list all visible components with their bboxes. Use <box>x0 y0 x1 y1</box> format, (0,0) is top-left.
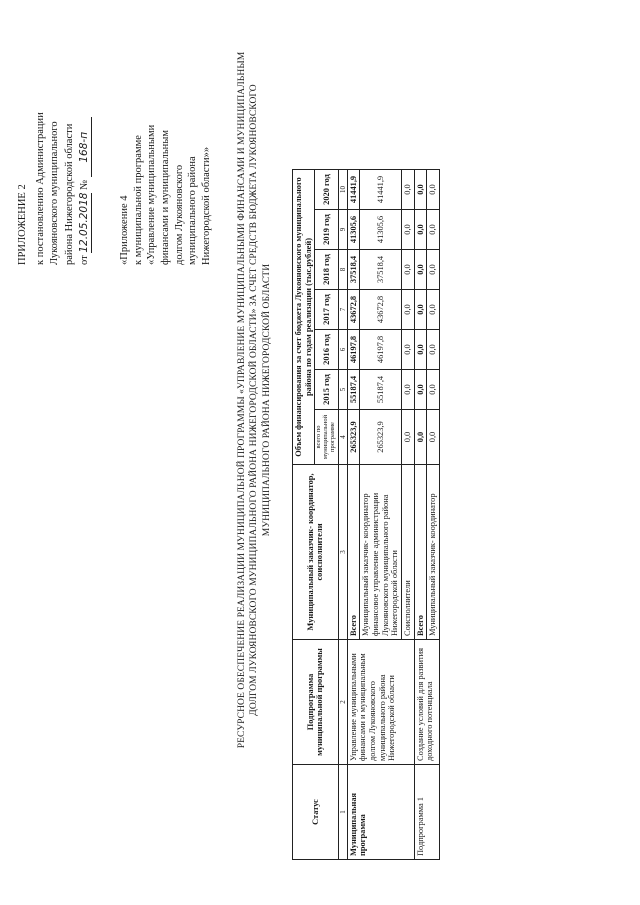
number-value: 168-п <box>77 117 92 177</box>
row-value: 0,0 <box>414 410 427 465</box>
row-label: Всего <box>347 465 360 640</box>
funding-table <box>292 169 440 860</box>
appendix-line: к постановлению Администрации <box>35 112 47 265</box>
row-value: 46197,8 <box>360 330 402 370</box>
header-funding: Объем финансирования за счет бюджета Лукояновского муниципального района по годам реализации (тыс.рублей) <box>293 170 315 465</box>
header-year-2020: 2020 год <box>315 170 338 210</box>
row-value: 41305,6 <box>347 210 360 250</box>
row-value: 0,0 <box>427 330 440 370</box>
column-index: 4 <box>338 410 347 465</box>
appendix-line: района Нижегородской области <box>63 123 75 265</box>
row-value: 43672,8 <box>347 290 360 330</box>
row-status: Подпрограмма 1 <box>414 765 439 860</box>
number-prefix: № <box>78 179 90 190</box>
title-line: МУНИЦИПАЛЬНОГО РАЙОНА НИЖЕГОРОДСКОЙ ОБЛАСТИ <box>261 263 272 537</box>
row-label: Всего <box>414 465 427 640</box>
row-value: 46197,8 <box>347 330 360 370</box>
column-index: 9 <box>338 210 347 250</box>
column-index: 8 <box>338 250 347 290</box>
row-value: 55187,4 <box>360 370 402 410</box>
row-value: 0,0 <box>427 170 440 210</box>
appendix4-line: финансами и муниципальным <box>159 130 171 265</box>
row-value: 0,0 <box>402 250 415 290</box>
row-name: Управление муниципальными финансами и муниципальным долгом Лукояновского муниципального района Нижегородской области <box>347 640 414 765</box>
row-value: 0,0 <box>402 410 415 465</box>
row-label: Муниципальный заказчик- координатор финансовое управление администрации Лукояновского муниципального района Нижегородской области <box>360 465 402 640</box>
appendix4-line: «Приложение 4 <box>119 195 130 265</box>
row-value: 0,0 <box>402 170 415 210</box>
row-value: 0,0 <box>402 210 415 250</box>
row-value: 0,0 <box>414 330 427 370</box>
row-label: Муниципальный заказчик- координатор <box>427 465 440 640</box>
appendix4-line: Нижегородской области»» <box>200 146 212 265</box>
header-year-2017: 2017 год <box>315 290 338 330</box>
appendix4-line: «Управление муниципальными <box>146 124 158 265</box>
appendix4-block <box>118 75 213 265</box>
row-value: 55187,4 <box>347 370 360 410</box>
row-value: 37518,4 <box>347 250 360 290</box>
row-value: 41441,9 <box>347 170 360 210</box>
row-value: 0,0 <box>414 370 427 410</box>
date-value: 12.05.2018 <box>77 193 92 253</box>
row-value: 41441,9 <box>360 170 402 210</box>
column-index: 10 <box>338 170 347 210</box>
row-value: 0,0 <box>402 290 415 330</box>
row-value: 265323,9 <box>347 410 360 465</box>
table-row <box>347 170 360 860</box>
header-status: Статус <box>293 765 339 860</box>
row-value: 0,0 <box>414 250 427 290</box>
row-value: 0,0 <box>414 170 427 210</box>
column-index: 2 <box>338 640 347 765</box>
row-value: 0,0 <box>427 250 440 290</box>
appendix4-line: муниципального района <box>187 156 199 265</box>
row-value: 0,0 <box>427 370 440 410</box>
appendix-block <box>16 15 92 265</box>
row-value: 37518,4 <box>360 250 402 290</box>
header-customer: Муниципальный заказчик- координатор, соисполнители <box>293 465 339 640</box>
date-prefix: от <box>78 255 90 265</box>
row-value: 0,0 <box>427 210 440 250</box>
appendix-line: Лукояновского муниципального <box>49 121 61 265</box>
table-row <box>414 170 427 860</box>
appendix-heading: ПРИЛОЖЕНИЕ 2 <box>17 184 28 265</box>
header-year-2016: 2016 год <box>315 330 338 370</box>
header-total: всего по муниципальной программе <box>315 410 338 465</box>
header-subprogram: Подпрограмма муниципальной программы <box>293 640 339 765</box>
column-index: 7 <box>338 290 347 330</box>
row-value: 0,0 <box>414 290 427 330</box>
row-value: 0,0 <box>427 290 440 330</box>
row-value: 41305,6 <box>360 210 402 250</box>
header-year-2019: 2019 год <box>315 210 338 250</box>
row-label: Соисполнители <box>402 465 415 640</box>
row-value: 0,0 <box>427 410 440 465</box>
row-name: Создание условий для развития доходного потенциала <box>414 640 439 765</box>
column-index: 5 <box>338 370 347 410</box>
header-year-2018: 2018 год <box>315 250 338 290</box>
title-line: ДОЛГОМ ЛУКОЯНОВСКОГО МУНИЦИПАЛЬНОГО РАЙОНА НИЖЕГОРОДСКОЙ ОБЛАСТИ» ЗА СЧЕТ СРЕДСТВ БЮДЖЕТА ЛУКОЯНОВСКОГО <box>249 84 260 716</box>
row-value: 0,0 <box>414 210 427 250</box>
row-value: 0,0 <box>402 330 415 370</box>
appendix4-line: к муниципальной программе <box>132 135 144 265</box>
appendix4-line: долгом Лукояновского <box>173 164 185 265</box>
appendix-date-line <box>77 15 92 265</box>
row-value: 43672,8 <box>360 290 402 330</box>
header-year-2015: 2015 год <box>315 370 338 410</box>
row-value: 265323,9 <box>360 410 402 465</box>
row-status: Муниципальная программа <box>347 765 414 860</box>
document-title <box>236 35 273 765</box>
column-index: 1 <box>338 765 347 860</box>
title-line: РЕСУРСНОЕ ОБЕСПЕЧЕНИЕ РЕАЛИЗАЦИИ МУНИЦИПАЛЬНОЙ ПРОГРАММЫ «УПРАВЛЕНИЕ МУНИЦИПАЛЬНЫМИ ФИНАНСАМИ И МУНИЦИПАЛЬНЫМ <box>237 51 247 749</box>
column-index-row <box>338 170 347 860</box>
column-index: 6 <box>338 330 347 370</box>
row-value: 0,0 <box>402 370 415 410</box>
column-index: 3 <box>338 465 347 640</box>
